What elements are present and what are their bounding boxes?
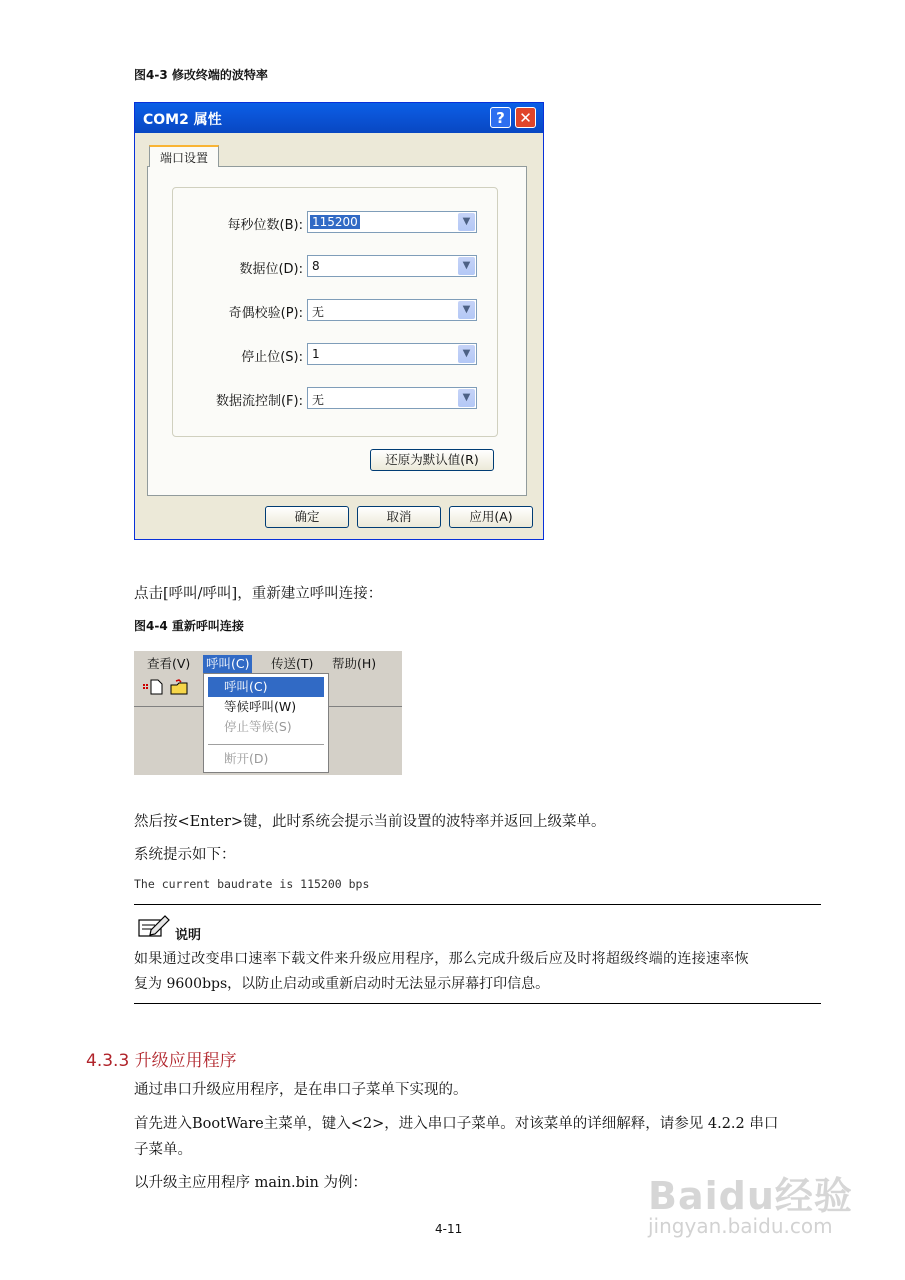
menu-help[interactable]: 帮助(H)	[332, 656, 377, 671]
section-heading: 4.3.3 升级应用程序	[86, 1051, 237, 1071]
menu-transfer[interactable]: 传送(T)	[271, 656, 314, 671]
chevron-down-icon[interactable]: ▼	[458, 213, 475, 231]
flow-control-select[interactable]	[307, 387, 477, 409]
menu-screenshot	[134, 651, 402, 775]
help-button[interactable]: ?	[490, 107, 511, 128]
note-bottom-rule	[134, 1003, 821, 1004]
menu-view[interactable]: 查看(V)	[147, 656, 191, 671]
pencil-note-icon	[137, 912, 171, 938]
flow-control-value: 无	[312, 393, 325, 407]
paragraph-call: 点击[呼叫/呼叫]，重新建立呼叫连接：	[134, 586, 383, 602]
note-top-rule	[134, 904, 821, 905]
stop-bits-value: 1	[312, 347, 320, 361]
open-folder-icon[interactable]	[170, 679, 190, 695]
apply-button[interactable]: 应用(A)	[449, 506, 533, 528]
bits-per-second-label: 每秒位数(B):	[227, 218, 303, 233]
menu-item-wait-for-call[interactable]: 等候呼叫(W)	[224, 699, 297, 714]
bits-per-second-select[interactable]	[307, 211, 477, 233]
new-document-icon[interactable]	[142, 679, 164, 695]
dialog-title: COM2 属性	[143, 112, 222, 128]
menu-item-disconnect: 断开(D)	[224, 751, 269, 766]
chevron-down-icon[interactable]: ▼	[458, 389, 475, 407]
watermark-logo: Baidu经验	[648, 1174, 853, 1218]
parity-select[interactable]	[307, 299, 477, 321]
watermark-url: jingyan.baidu.com	[648, 1214, 833, 1238]
paragraph-section-2a: 首先进入BootWare主菜单，键入<2>，进入串口子菜单。对该菜单的详细解释，请参见 4.2.2 串口	[134, 1116, 779, 1132]
parity-value: 无	[312, 305, 325, 319]
page-number: 4-11	[435, 1222, 463, 1236]
data-bits-select[interactable]	[307, 255, 477, 277]
menu-separator	[208, 744, 324, 745]
parity-label: 奇偶校验(P):	[228, 306, 303, 321]
code-output: The current baudrate is 115200 bps	[134, 877, 370, 891]
paragraph-enter: 然后按<Enter>键，此时系统会提示当前设置的波特率并返回上级菜单。	[134, 814, 606, 830]
tab-panel	[147, 166, 527, 496]
call-dropdown-menu	[203, 673, 329, 773]
flow-control-label: 数据流控制(F):	[215, 394, 303, 409]
figure-caption: 图4-3 修改终端的波特率	[134, 68, 268, 82]
data-bits-value: 8	[312, 259, 320, 273]
chevron-down-icon[interactable]: ▼	[458, 257, 475, 275]
ok-button[interactable]: 确定	[265, 506, 349, 528]
paragraph-section-2b: 子菜单。	[134, 1142, 192, 1158]
stop-bits-label: 停止位(S):	[241, 350, 303, 365]
menu-item-call[interactable]: 呼叫(C)	[208, 677, 324, 697]
stop-bits-select[interactable]	[307, 343, 477, 365]
figure-caption: 图4-4 重新呼叫连接	[134, 619, 244, 633]
restore-defaults-button[interactable]: 还原为默认值(R)	[370, 449, 494, 471]
settings-group	[172, 187, 498, 437]
cancel-button[interactable]: 取消	[357, 506, 441, 528]
tab-port-settings[interactable]: 端口设置	[149, 145, 219, 167]
paragraph-section-3: 以升级主应用程序 main.bin 为例：	[134, 1175, 367, 1191]
data-bits-label: 数据位(D):	[239, 262, 303, 277]
paragraph-section-1: 通过串口升级应用程序，是在串口子菜单下实现的。	[134, 1082, 468, 1098]
close-icon[interactable]: ✕	[515, 107, 536, 128]
note-label: 说明	[175, 928, 202, 943]
dialog-titlebar[interactable]	[135, 103, 543, 133]
chevron-down-icon[interactable]: ▼	[458, 301, 475, 319]
chevron-down-icon[interactable]: ▼	[458, 345, 475, 363]
note-text-line-2: 复为 9600bps，以防止启动或重新启动时无法显示屏幕打印信息。	[134, 976, 550, 992]
menu-call[interactable]: 呼叫(C)	[203, 655, 252, 673]
com2-properties-dialog	[134, 102, 544, 540]
menu-item-stop-waiting: 停止等候(S)	[224, 719, 292, 734]
note-text-line-1: 如果通过改变串口速率下载文件来升级应用程序，那么完成升级后应及时将超级终端的连接速率恢	[134, 951, 749, 967]
bits-per-second-value: 115200	[312, 215, 358, 229]
paragraph-prompt: 系统提示如下：	[134, 847, 236, 863]
